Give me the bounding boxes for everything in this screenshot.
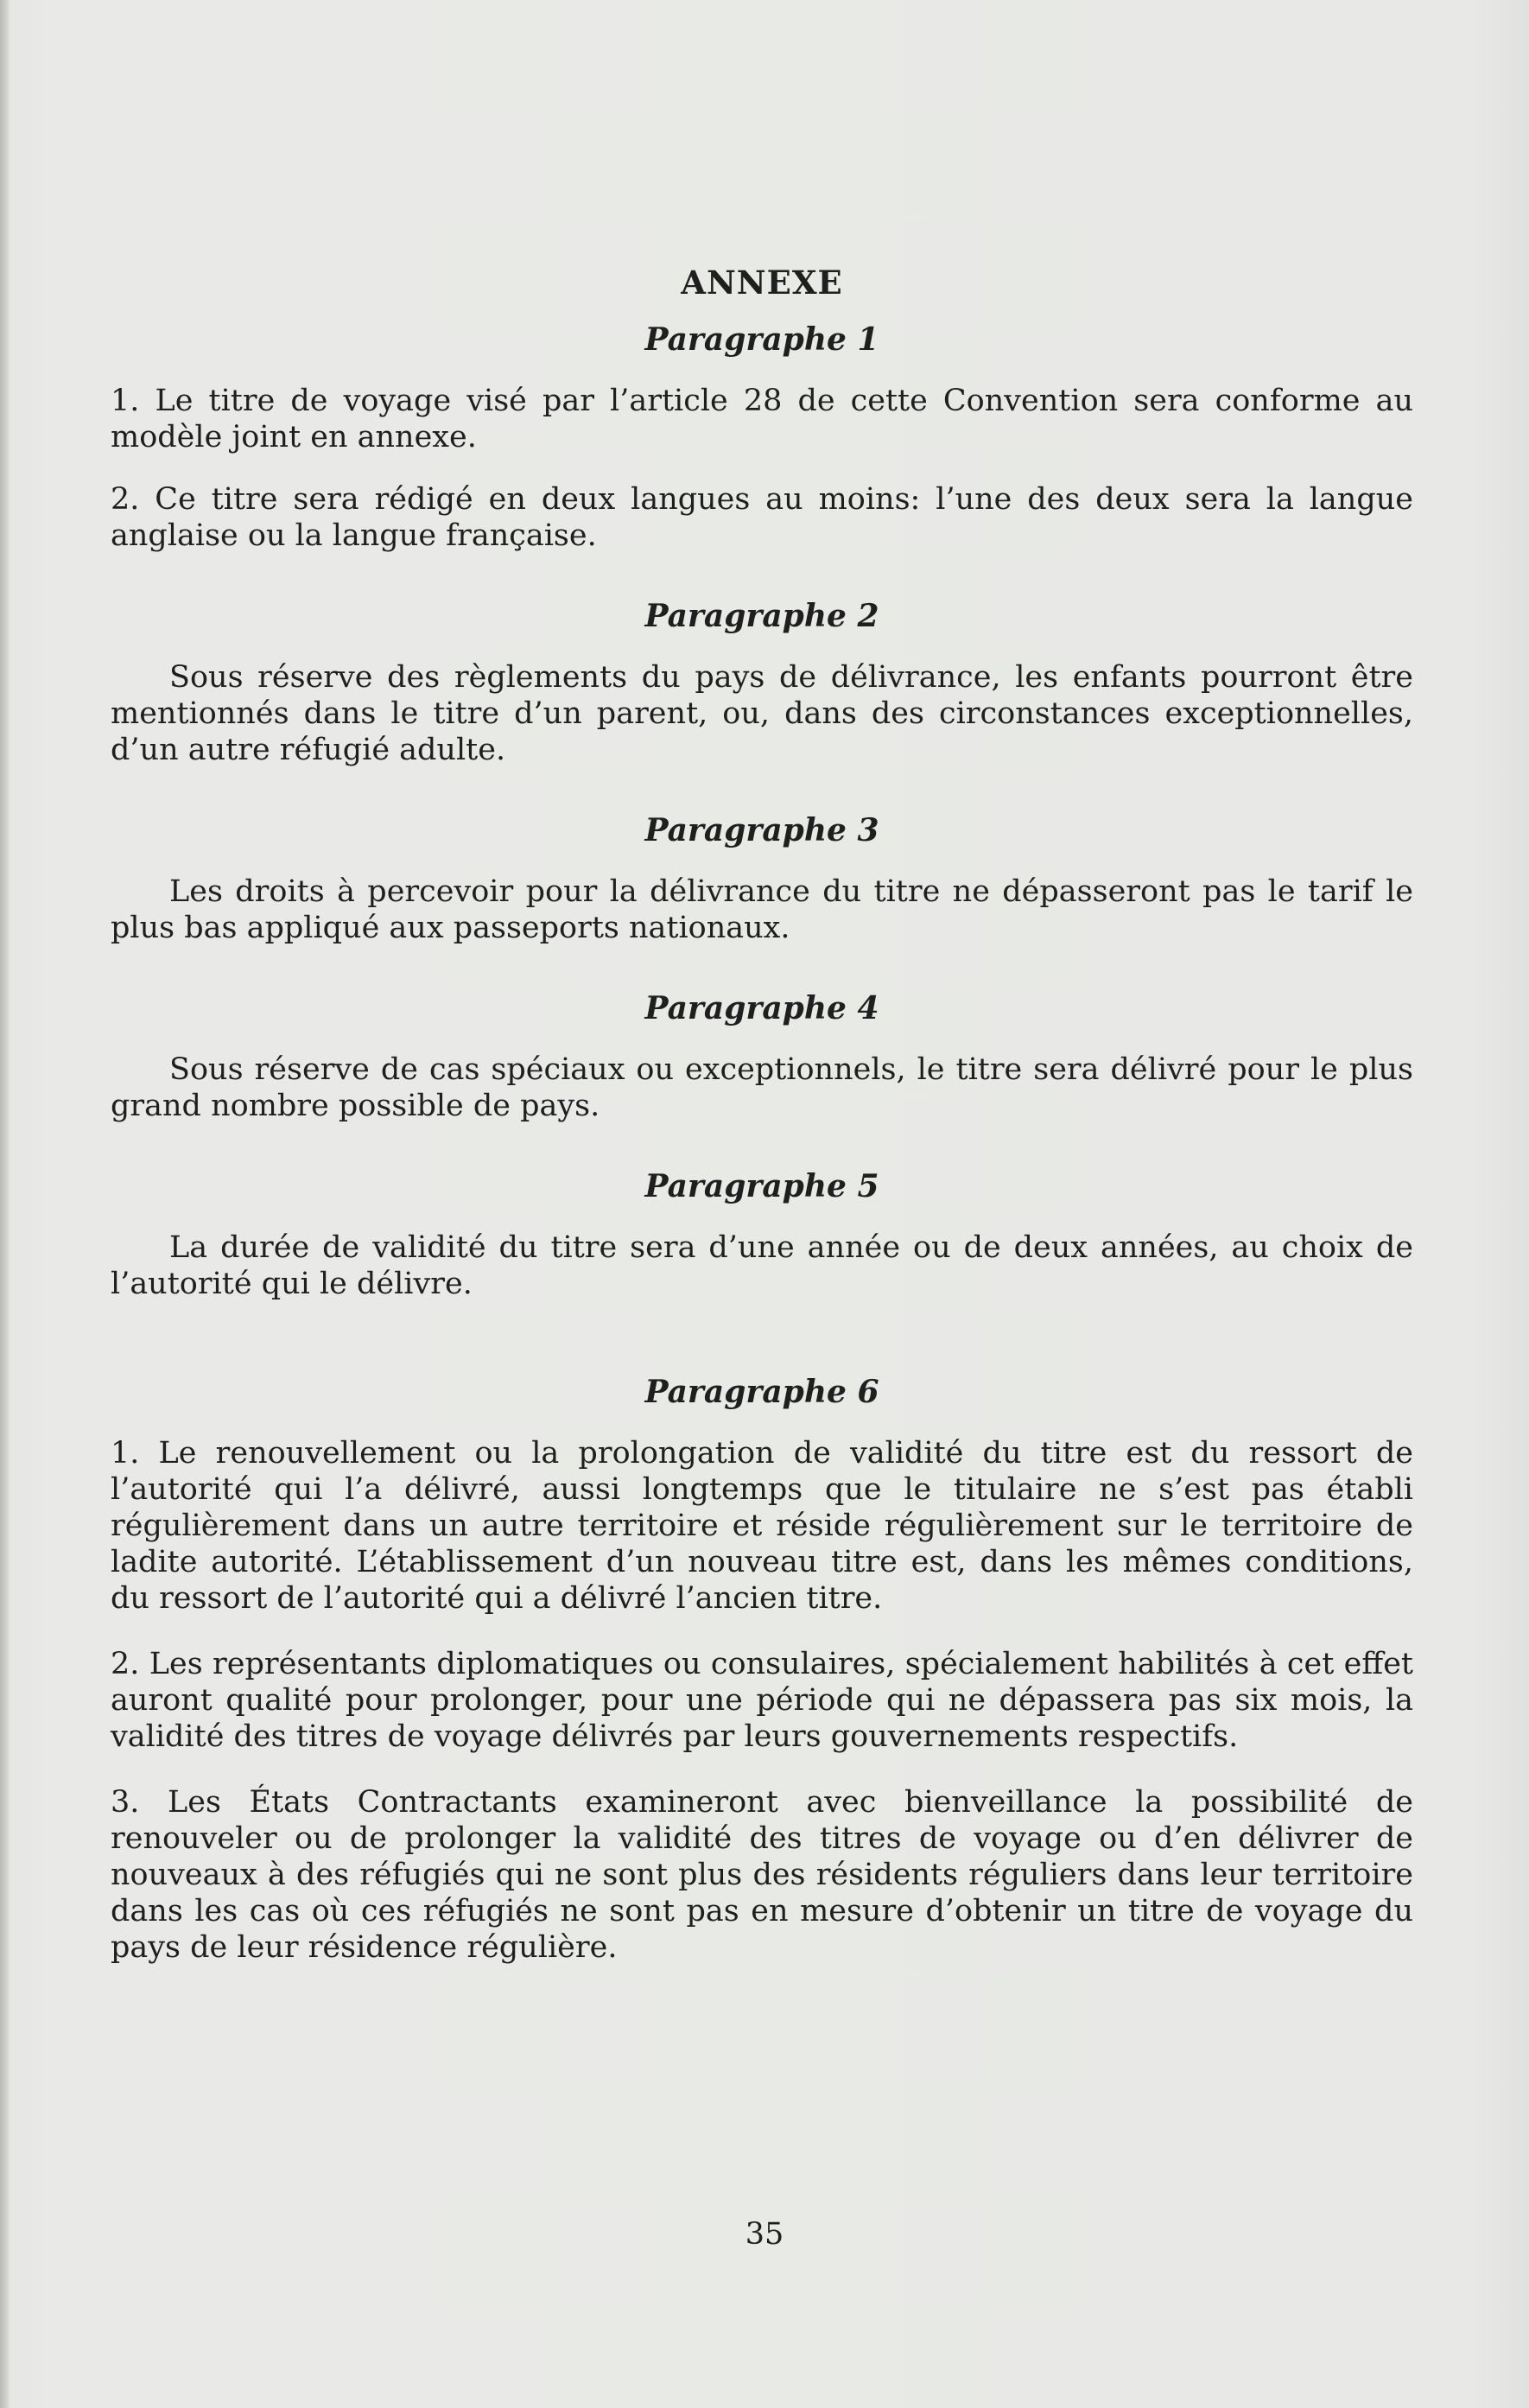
paragraph-4-text: Sous réserve de cas spéciaux ou exceptionnels, le titre sera délivré pour le plus grand nombre possible de pays. [111,1052,1413,1123]
paragraph-6-heading: Paragraphe 6 [644,1374,879,1410]
paragraph-6-item-1: 1. Le renouvellement ou la prolongation de validité du titre est du ressort de l’autorité qui l’a délivré, aussi longtemps que le titulaire ne s’est pas établi régulièrement dans un autre territoire et réside régulièrement sur le territoire de ladite autorité. L’établissement d’un nouveau titre est, dans les mêmes conditions, du ressort de l’autorité qui a délivré l’ancien titre. [111,1436,1413,1616]
paragraph-3-heading: Paragraphe 3 [644,812,879,848]
paragraph-6-item-2: 2. Les représentants diplomatiques ou consulaires, spécialement habilités à cet effet auront qualité pour prolonger, pour une période qui ne dépassera pas six mois, la validité des titres de voyage délivrés par leurs gouvernements respectifs. [111,1647,1413,1754]
paragraph-2-text: Sous réserve des règlements du pays de délivrance, les enfants pourront être mentionnés dans le titre d’un parent, ou, dans des circonstances exceptionnelles, d’un autre réfugié adulte. [111,660,1413,767]
paragraph-3-text: Les droits à percevoir pour la délivrance du titre ne dépasseront pas le tarif le plus bas appliqué aux passeports nationaux. [111,874,1413,945]
paragraph-1-item-1: 1. Le titre de voyage visé par l’article 28 de cette Convention sera conforme au modèle joint en annexe. [111,384,1413,454]
page-number: 35 [745,2217,784,2252]
paragraph-6-item-3: 3. Les États Contractants examineront avec bienveillance la possibilité de renouveler ou de prolonger la validité des titres de voyage ou d’en délivrer de nouveaux à des réfugiés qui ne sont plus des résidents réguliers dans leur territoire dans les cas où ces réfugiés ne sont pas en mesure d’obtenir un titre de voyage du pays de leur résidence régulière. [111,1785,1413,1965]
paragraph-1-item-2: 2. Ce titre sera rédigé en deux langues au moins: l’une des deux sera la langue anglaise ou la langue française. [111,482,1413,553]
paragraph-2-heading: Paragraphe 2 [644,598,879,634]
paragraph-1-heading: Paragraphe 1 [644,321,879,358]
paragraph-5-heading: Paragraphe 5 [644,1168,879,1204]
paragraph-4-heading: Paragraphe 4 [644,990,879,1026]
annex-title: ANNEXE [681,264,843,302]
document-body [111,264,1413,1966]
page-spine-shadow [0,0,9,2408]
paragraph-5-text: La durée de validité du titre sera d’une année ou de deux années, au choix de l’autorité qui le délivre. [111,1230,1413,1301]
